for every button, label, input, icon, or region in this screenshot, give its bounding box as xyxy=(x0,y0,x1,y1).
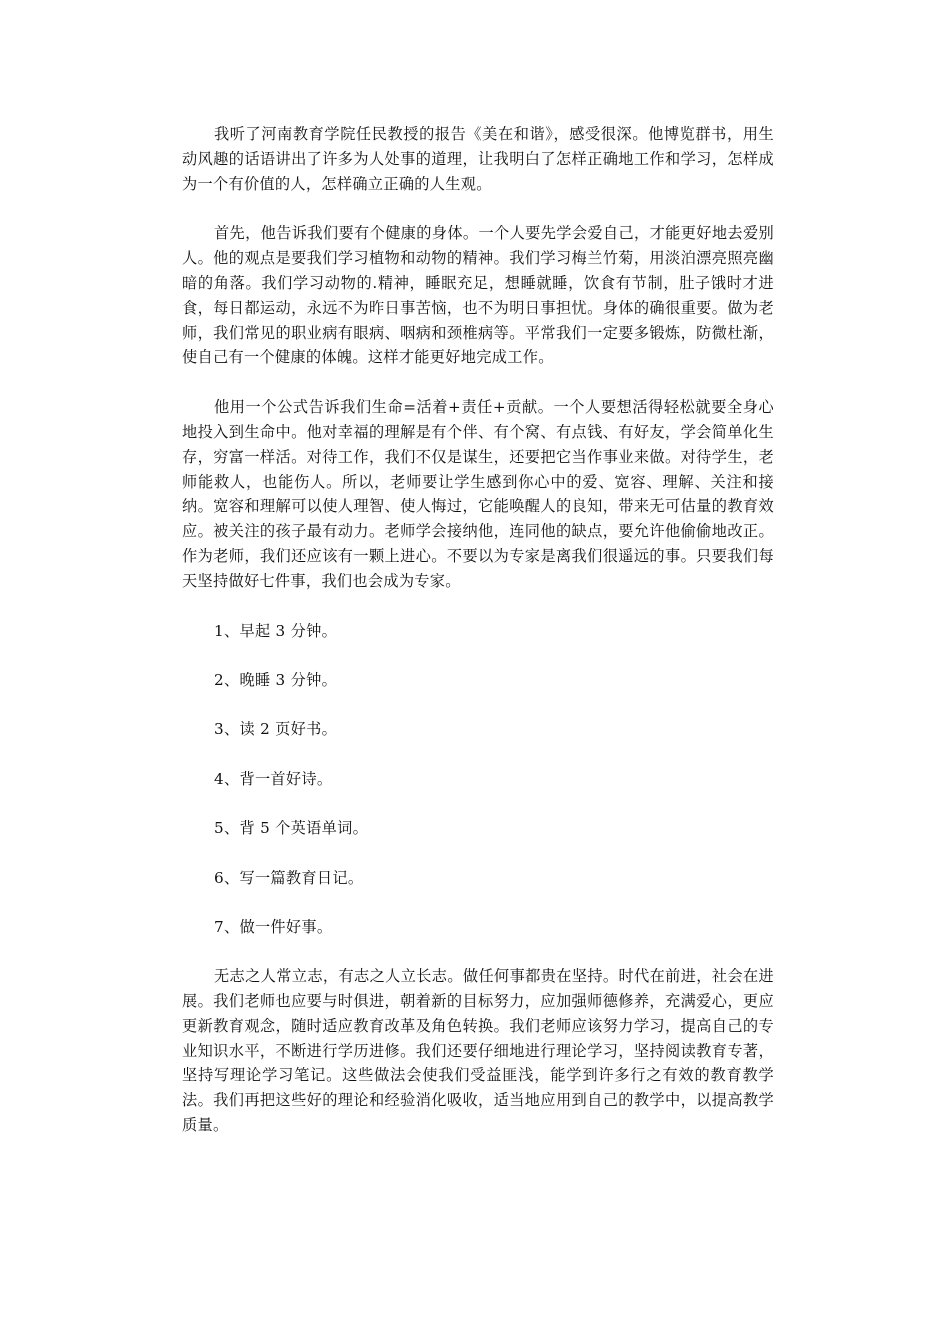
paragraph-life-formula: 他用一个公式告诉我们生命=活着+责任+贡献。一个人要想活得轻松就要全身心地投入到生命中。他对幸福的理解是有个伴、有个窝、有点钱、有好友，学会简单化生存，穷富一样活。对待工作，我们不仅是谋生，还要把它当作事业来做。对待学生，老师能救人，也能伤人。所以，老师要让学生感到你心中的爱、宽容、理解、关注和接纳。宽容和理解可以使人理智、使人悔过，它能唤醒人的良知，带来无可估量的教育效应。被关注的孩子最有动力。老师学会接纳他，连同他的缺点，要允许他偷偷地改正。作为老师，我们还应该有一颗上进心。不要以为专家是离我们很遥远的事。只要我们每天坚持做好七件事，我们也会成为专家。 xyxy=(182,398,774,590)
list-item: 4、背一首好诗。 xyxy=(214,769,333,788)
list-item: 2、晚睡 3 分钟。 xyxy=(214,670,338,689)
list-item: 6、写一篇教育日记。 xyxy=(214,868,364,887)
list-item: 3、读 2 页好书。 xyxy=(214,720,338,739)
paragraph-health: 首先，他告诉我们要有个健康的身体。一个人要先学会爱自己，才能更好地去爱别人。他的观点是要我们学习植物和动物的精神。我们学习梅兰竹菊，用淡泊漂亮照亮幽暗的角落。我们学习动物的.精神，睡眠充足，想睡就睡，饮食有节制，肚子饿时才进食，每日都运动，永远不为昨日事苦恼，也不为明日事担忧。身体的确很重要。做为老师，我们常见的职业病有眼病、咽病和颈椎病等。平常我们一定要多锻炼，防微杜渐，使自己有一个健康的体魄。这样才能更好地完成工作。 xyxy=(182,224,774,367)
seven-things-list xyxy=(182,619,774,940)
paragraph-intro: 我听了河南教育学院任民教授的报告《美在和谐》，感受很深。他博览群书，用生动风趣的话语讲出了许多为人处事的道理，让我明白了怎样正确地工作和学习，怎样成为一个有价值的人，怎样确立正确的人生观。 xyxy=(182,125,774,193)
list-item: 1、早起 3 分钟。 xyxy=(214,621,338,640)
paragraph-closing: 无志之人常立志，有志之人立长志。做任何事都贵在坚持。时代在前进，社会在进展。我们老师也应要与时俱进，朝着新的目标努力，应加强师德修养，充满爱心，更应更新教育观念，随时适应教育改革及角色转换。我们老师应该努力学习，提高自己的专业知识水平，不断进行学历进修。我们还要仔细地进行理论学习，坚持阅读教育专著，坚持写理论学习笔记。这些做法会使我们受益匪浅，能学到许多行之有效的教育教学法。我们再把这些好的理论和经验消化吸收，适当地应用到自己的教学中，以提高教学质量。 xyxy=(182,967,774,1135)
list-item: 5、背 5 个英语单词。 xyxy=(214,819,369,838)
document-body xyxy=(182,122,774,1163)
list-item: 7、做一件好事。 xyxy=(214,917,333,936)
